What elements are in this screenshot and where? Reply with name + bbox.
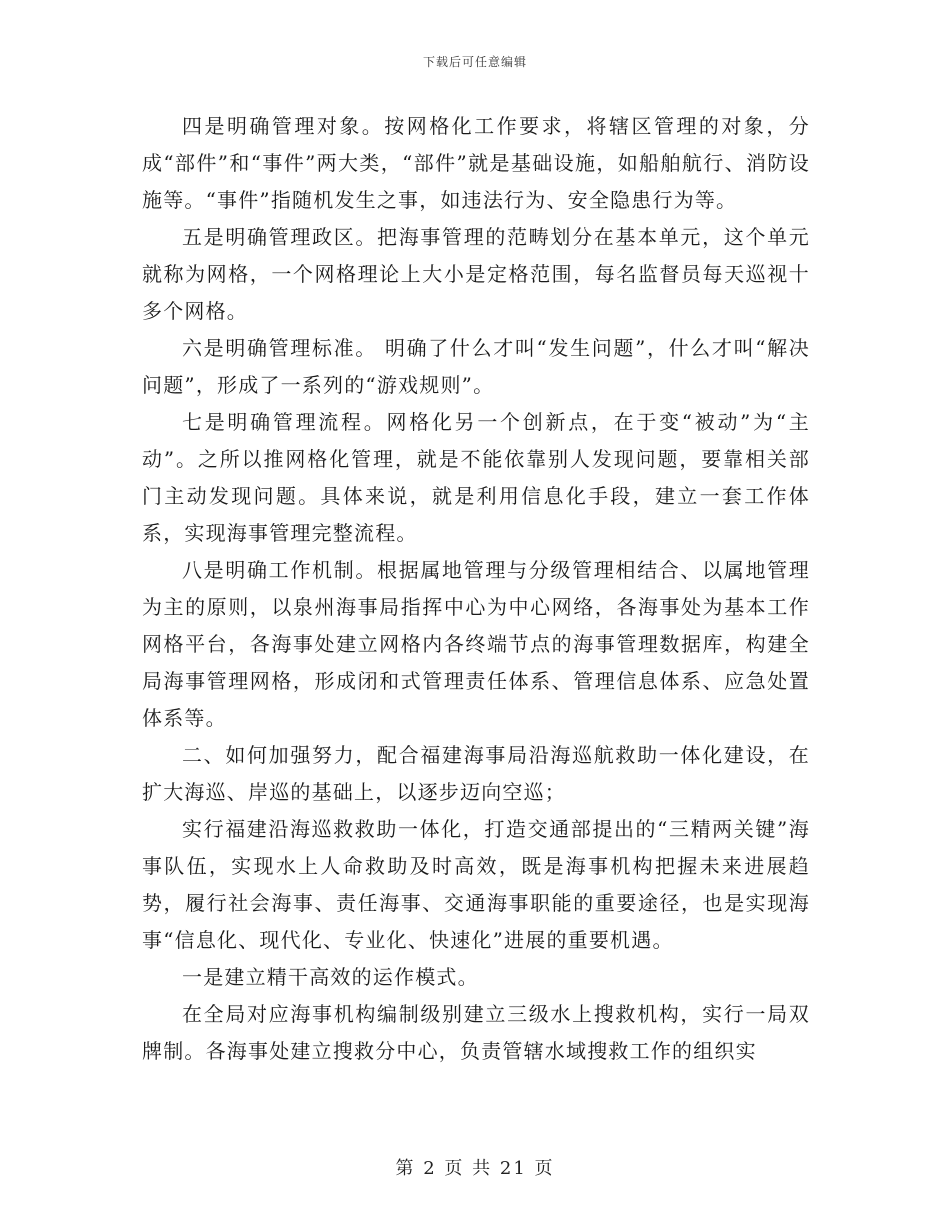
footer-suffix: 页 (534, 1158, 555, 1179)
document-body (142, 108, 810, 1070)
paragraph: 八是明确工作机制。根据属地管理与分级管理相结合、以属地管理为主的原则，以泉州海事局指挥中心为中心网络，各海事处为基本工作网格平台，各海事处建立网格内各终端节点的海事管理数据库，构建全局海事管理网格，形成闭和式管理责任体系、管理信息体系、应急处置体系等。 (142, 558, 810, 730)
page-header-note: 下载后可任意编辑 (422, 55, 527, 69)
footer-current-page: 2 (423, 1158, 437, 1179)
paragraph: 五是明确管理政区。把海事管理的范畴划分在基本单元，这个单元就称为网格，一个网格理论上大小是定格范围，每名监督员每天巡视十多个网格。 (142, 225, 810, 323)
footer-prefix: 第 (395, 1158, 416, 1179)
page-footer (0, 1154, 950, 1180)
footer-middle: 页 共 (444, 1158, 493, 1179)
footer-total-pages: 21 (499, 1158, 527, 1179)
paragraph: 一是建立精干高效的运作模式。 (182, 965, 479, 989)
paragraph: 六是明确管理标准。 明确了什么才叫“发生问题”，什么才叫“解决问题”，形成了一系列的“游戏规则”。 (142, 336, 810, 397)
paragraph: 七是明确管理流程。网格化另一个创新点，在于变“被动”为“主动”。之所以推网格化管理，就是不能依靠别人发现问题，要靠相关部门主动发现问题。具体来说，就是利用信息化手段，建立一套工作体系，实现海事管理完整流程。 (142, 410, 810, 545)
paragraph: 实行福建沿海巡救救助一体化，打造交通部提出的“三精两关键”海事队伍，实现水上人命救助及时高效，既是海事机构把握未来进展趋势，履行社会海事、责任海事、交通海事职能的重要途径，也是实现海事“信息化、现代化、专业化、快速化”进展的重要机遇。 (142, 817, 810, 952)
paragraph: 二、如何加强努力，配合福建海事局沿海巡航救助一体化建设，在扩大海巡、岸巡的基础上，以逐步迈向空巡； (142, 743, 810, 804)
paragraph: 四是明确管理对象。按网格化工作要求，将辖区管理的对象，分成“部件”和“事件”两大类，“部件”就是基础设施，如船舶航行、消防设施等。“事件”指随机发生之事，如违法行为、安全隐患行为等。 (142, 114, 810, 212)
paragraph: 在全局对应海事机构编制级别建立三级水上搜救机构，实行一局双牌制。各海事处建立搜救分中心，负责管辖水域搜救工作的组织实 (142, 1002, 810, 1063)
